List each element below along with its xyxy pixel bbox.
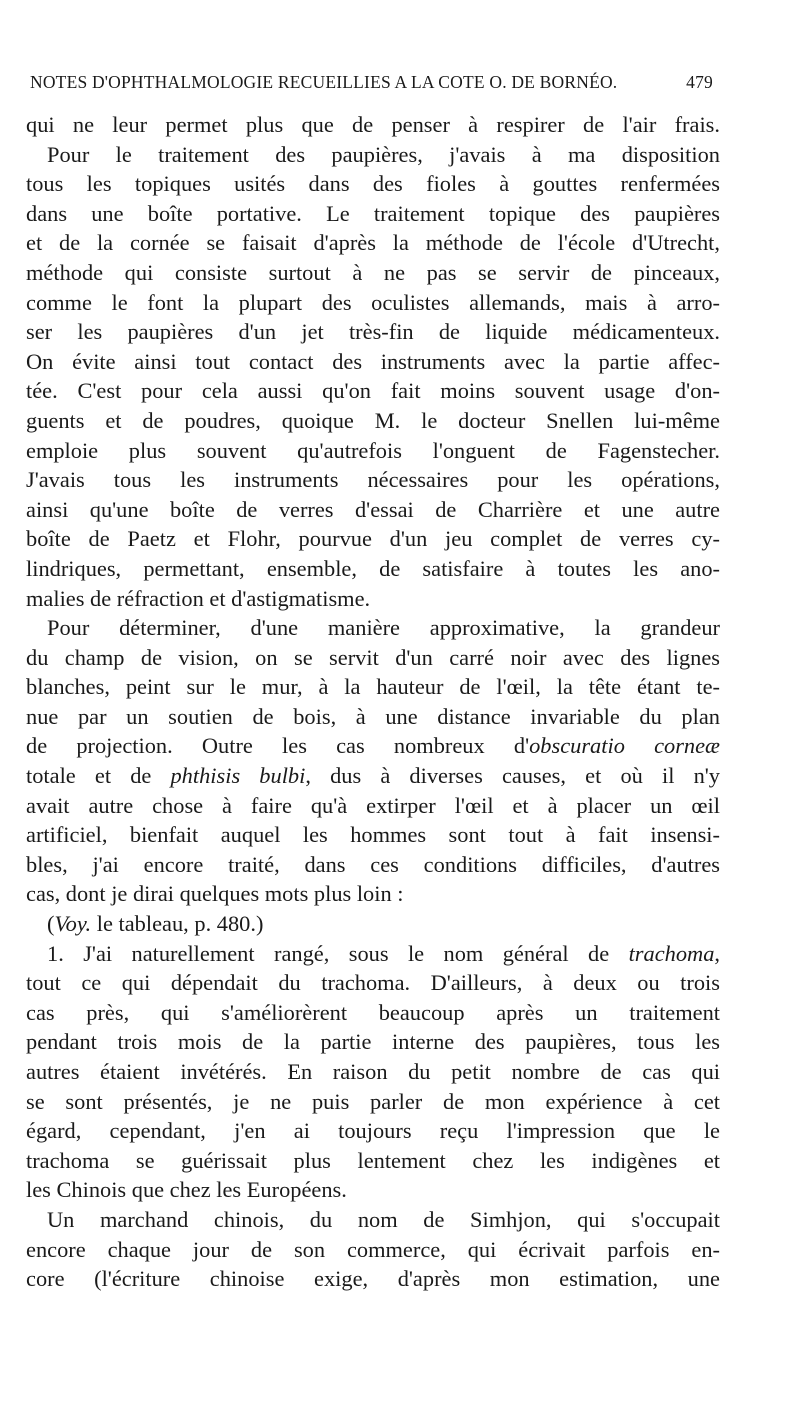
text-segment: 1. J'ai naturellement rangé, sous le nom général de	[47, 940, 629, 966]
text-line	[26, 761, 720, 791]
text-line: qui ne leur permet plus que de penser à respirer de l'air frais.	[26, 112, 720, 137]
text-line: boîte de Paetz et Flohr, pourvue d'un jeu complet de verres cy-	[26, 526, 720, 552]
text-segment: le tableau, p. 480.)	[91, 911, 264, 937]
text-line: dans une boîte portative. Le traitement topique des paupières	[26, 200, 720, 226]
italic-term: trachoma	[628, 940, 715, 966]
text-line	[26, 731, 720, 761]
body-text	[26, 110, 720, 1294]
text-line: tout ce qui dépendait du trachoma. D'ailleurs, à deux ou trois	[26, 970, 720, 996]
text-line: avait autre chose à faire qu'à extirper l'œil et à placer un œil	[26, 792, 720, 818]
text-line: malies de réfraction et d'astigmatisme.	[26, 585, 371, 611]
text-segment: (	[47, 911, 55, 937]
text-line: égard, cependant, j'en ai toujours reçu l'impression que le	[26, 1118, 720, 1144]
text-segment: de projection. Outre les cas nombreux d'	[26, 733, 530, 759]
text-line: bles, j'ai encore traité, dans ces conditions difficiles, d'autres	[26, 851, 720, 877]
text-line: encore chaque jour de son commerce, qui écrivait parfois en-	[26, 1236, 720, 1262]
page-number: 479	[686, 72, 713, 92]
text-line: et de la cornée se faisait d'après la méthode de l'école d'Utrecht,	[26, 230, 720, 256]
text-line: J'avais tous les instruments nécessaires pour les opérations,	[26, 467, 720, 493]
text-line: cas, dont je dirai quelques mots plus loin :	[26, 881, 404, 907]
text-segment: ,	[714, 940, 720, 966]
text-line: les Chinois que chez les Européens.	[26, 1177, 347, 1203]
text-line: lindriques, permettant, ensemble, de satisfaire à toutes les ano-	[26, 555, 720, 581]
text-segment: totale et de	[26, 763, 171, 789]
text-line: trachoma se guérissait plus lentement chez les indigènes et	[26, 1147, 720, 1173]
text-line: autres étaient invétérés. En raison du petit nombre de cas qui	[26, 1059, 720, 1084]
text-line: comme le font la plupart des oculistes allemands, mais à arro-	[26, 289, 720, 315]
text-line: se sont présentés, je ne puis parler de mon expérience à cet	[26, 1088, 720, 1114]
italic-term: phthisis bulbi	[170, 763, 306, 789]
text-line: tous les topiques usités dans des fioles à gouttes renfermées	[26, 171, 720, 197]
text-line: cas près, qui s'améliorèrent beaucoup après un traitement	[26, 999, 720, 1025]
text-line: artificiel, bienfait auquel les hommes sont tout à fait insensi-	[26, 822, 720, 848]
text-line: du champ de vision, on se servit d'un carré noir avec des lignes	[26, 644, 720, 670]
text-line: Pour le traitement des paupières, j'avais à ma disposition	[47, 141, 720, 167]
text-line: blanches, peint sur le mur, à la hauteur de l'œil, la tête étant te-	[26, 674, 720, 700]
text-line: méthode qui consiste surtout à ne pas se servir de pinceaux,	[26, 259, 720, 285]
text-segment: , dus à diverses causes, et où il n'y	[305, 763, 720, 789]
text-line: ainsi qu'une boîte de verres d'essai de Charrière et une autre	[26, 496, 720, 522]
text-line: Pour déterminer, d'une manière approximative, la grandeur	[47, 615, 720, 641]
text-line: Un marchand chinois, du nom de Simhjon, qui s'occupait	[47, 1206, 720, 1232]
running-title: NOTES D'OPHTHALMOLOGIE RECUEILLIES A LA COTE O. DE BORNÉO.	[30, 72, 618, 92]
text-line: guents et de poudres, quoique M. le docteur Snellen lui-même	[26, 407, 720, 433]
text-line: tée. C'est pour cela aussi qu'on fait moins souvent usage d'on-	[26, 378, 720, 404]
italic-term: Voy.	[54, 911, 92, 937]
text-line	[26, 939, 720, 969]
text-line: pendant trois mois de la partie interne des paupières, tous les	[26, 1029, 720, 1055]
text-line: ser les paupières d'un jet très-fin de liquide médicamenteux.	[26, 319, 720, 345]
italic-term: obscuratio corneæ	[529, 733, 720, 759]
text-line: nue par un soutien de bois, à une distance invariable du plan	[26, 703, 720, 729]
text-line: emploie plus souvent qu'autrefois l'onguent de Fagenstecher.	[26, 437, 720, 463]
text-line: On évite ainsi tout contact des instruments avec la partie affec-	[26, 348, 720, 374]
running-head	[30, 72, 713, 93]
text-line	[26, 909, 720, 939]
text-line: core (l'écriture chinoise exige, d'après mon estimation, une	[26, 1266, 720, 1292]
